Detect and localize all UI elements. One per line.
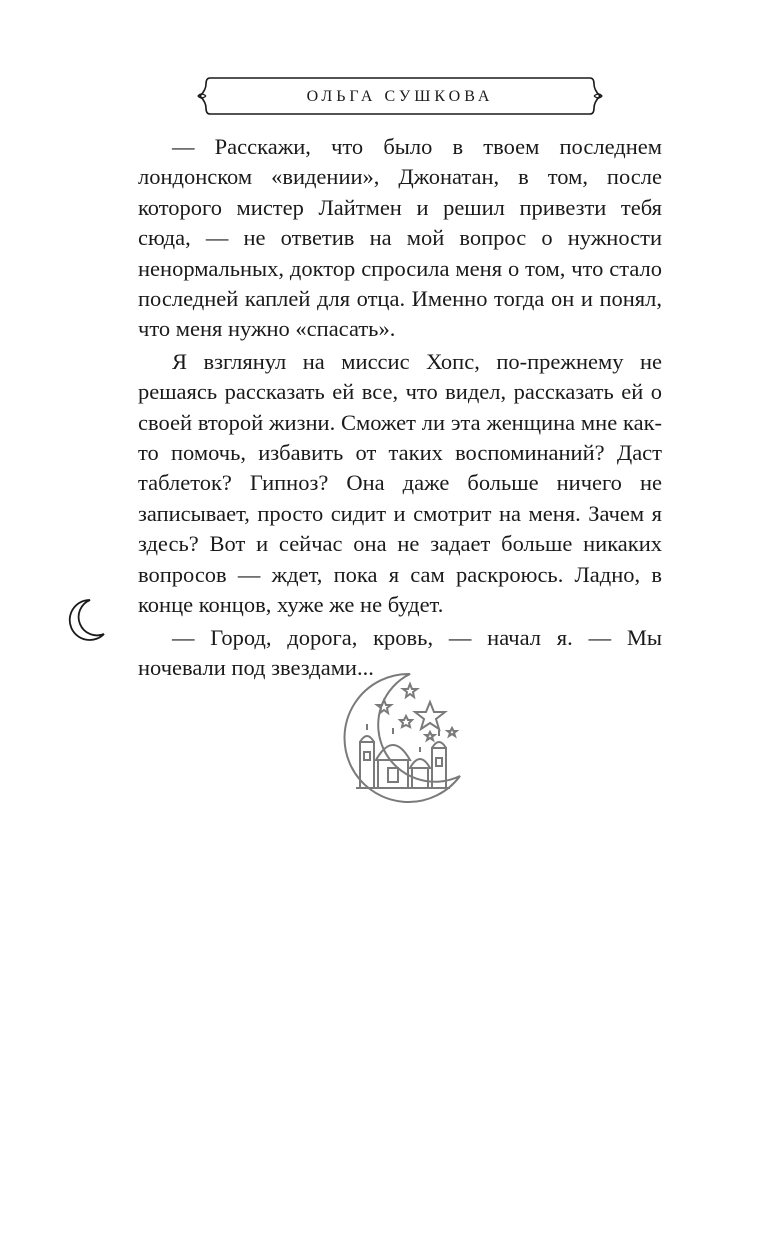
paragraph: — Город, дорога, кровь, — начал я. — Мы ночевали под звездами... (138, 624, 662, 680)
paragraph: Я взглянул на миссис Хопс, по-прежнему не решаясь рассказать ей все, что видел, рассказать ей о своей второй жизни. Сможет ли эта женщина мне как-то помочь, избавить от таких воспоминаний? Даст таблеток? Гипноз? Она даже больше ничего не записывает, просто сидит и смотрит на меня. Зачем я здесь? Вот и сейчас она не задает больше никаких вопросов — ждет, пока я сам раскроюсь. Ладно, в конце концов, хуже же не будет. (138, 348, 662, 618)
author-name: ОЛЬГА СУШКОВА (306, 88, 494, 105)
body-text (138, 132, 662, 683)
crescent-moon-icon (64, 598, 106, 646)
moon-city-emblem-icon (320, 668, 480, 812)
running-header (196, 74, 604, 118)
paragraph: — Расскажи, что было в твоем последнем лондонском «видении», Джонатан, в том, после которого мистер Лайтмен и решил привезти тебя сюда, — не ответив на мой вопрос о нужности ненормальных, доктор спросила меня о том, что стало последней каплей для отца. Именно тогда он и понял, что меня нужно «спасать». (138, 134, 662, 342)
